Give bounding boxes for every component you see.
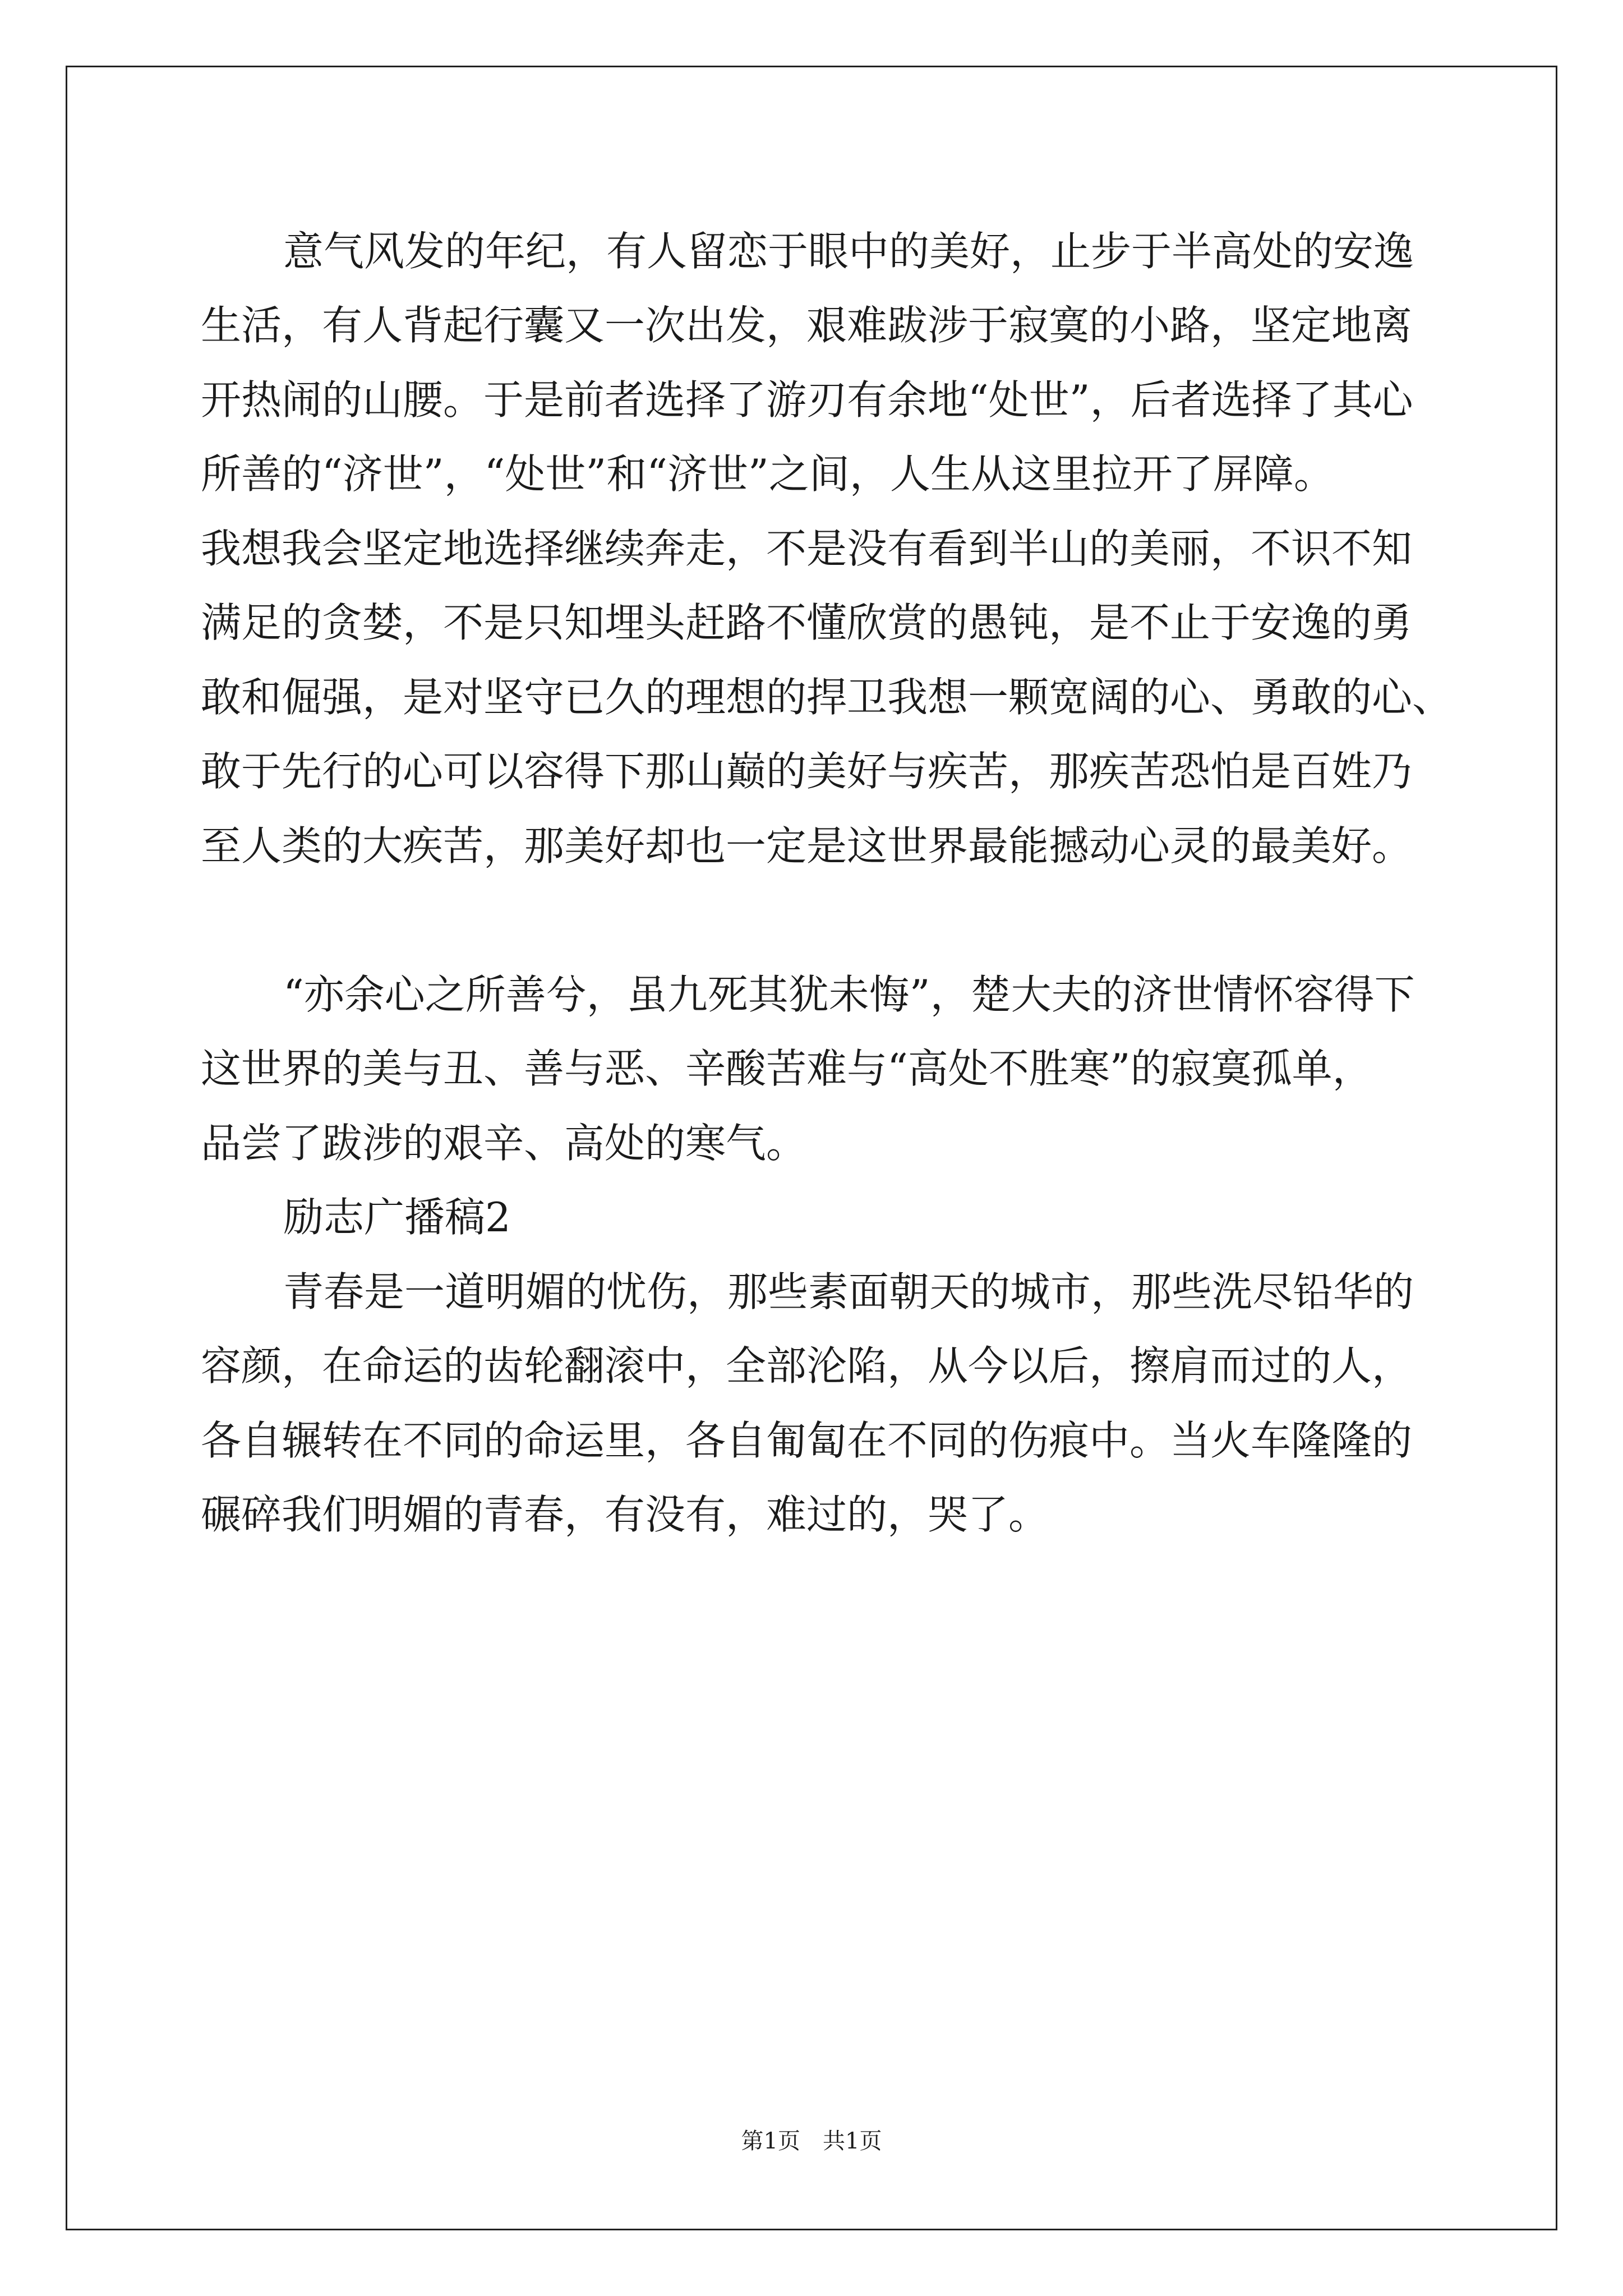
paragraph-1-line-1: 意气风发的年纪，有人留恋于眼中的美好，止步于半高处的安逸 [283,228,1414,275]
paragraph-1-line-5: 我想我会坚定地选择继续奔走，不是没有看到半山的美丽，不识不知 [201,525,1413,572]
page-footer: 第1页 共1页 [741,2128,882,2154]
paragraph-1-line-8: 敢于先行的心可以容得下那山巅的美好与疾苦，那疾苦恐怕是百姓乃 [201,748,1413,795]
paragraph-3-line-4: 碾碎我们明媚的青春，有没有，难过的，哭了。 [201,1491,1049,1538]
paragraph-3-line-1: 青春是一道明媚的忧伤，那些素面朝天的城市，那些洗尽铅华的 [283,1268,1414,1315]
paragraph-1-line-7: 敢和倔强，是对坚守已久的理想的捍卫我想一颗宽阔的心、勇敢的心、 [201,674,1453,721]
paragraph-2-line-3: 品尝了跋涉的艰辛、高处的寒气。 [201,1120,807,1167]
paragraph-1-line-4: 所善的“济世”，“处世”和“济世”之间，人生从这里拉开了屏障。 [201,450,1334,498]
paragraph-2-line-2: 这世界的美与丑、善与恶、辛酸苦难与“高处不胜寒”的寂寞孤单， [201,1045,1373,1092]
paragraph-1-line-9: 至人类的大疾苦，那美好却也一定是这世界最能撼动心灵的最美好。 [201,822,1413,869]
paragraph-3-line-2: 容颜，在命运的齿轮翻滚中，全部沦陷，从今以后，擦肩而过的人， [201,1342,1413,1389]
paragraph-1-line-6: 满足的贪婪，不是只知埋头赶路不懂欣赏的愚钝，是不止于安逸的勇 [201,599,1413,646]
paragraph-1-line-3: 开热闹的山腰。于是前者选择了游刃有余地“处世”，后者选择了其心 [201,376,1413,424]
section-heading: 励志广播稿2 [283,1194,511,1241]
paragraph-1-line-2: 生活，有人背起行囊又一次出发，艰难跋涉于寂寞的小路，坚定地离 [201,302,1413,349]
paragraph-2-line-1: “亦余心之所善兮，虽九死其犹未悔”，楚大夫的济世情怀容得下 [283,971,1415,1018]
paragraph-3-line-3: 各自辗转在不同的命运里，各自匍匐在不同的伤痕中。当火车隆隆的 [201,1417,1413,1464]
